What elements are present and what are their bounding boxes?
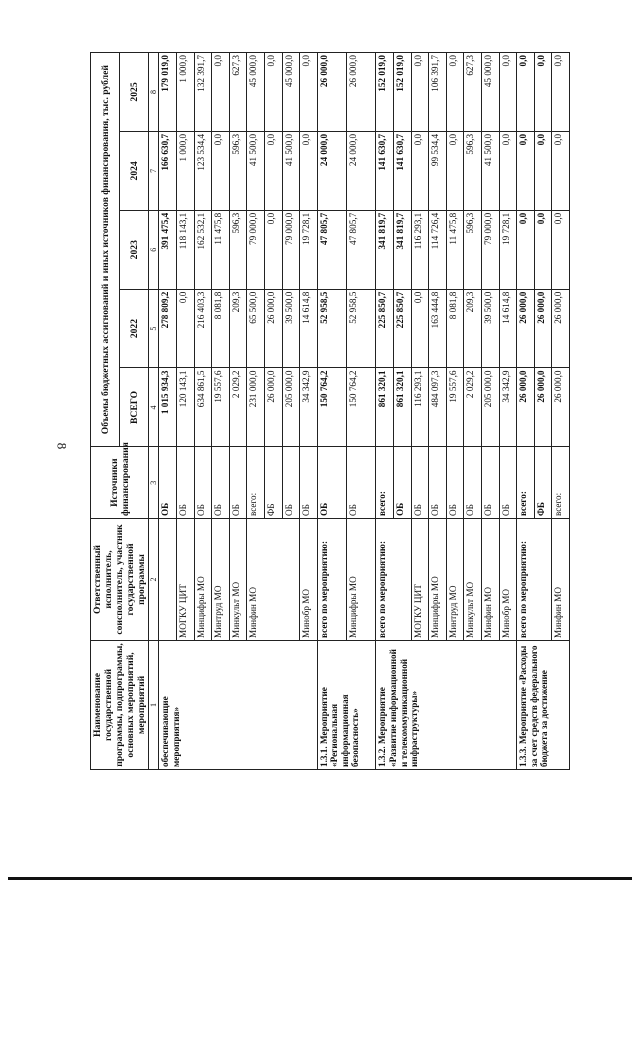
amount-cell: 596,3 bbox=[229, 131, 247, 210]
amount-cell: 150 764,2 bbox=[347, 368, 376, 447]
amount-cell: 205 000,0 bbox=[481, 368, 499, 447]
amount-cell: 0,0 bbox=[264, 131, 282, 210]
amount-cell: 152 019,0 bbox=[376, 53, 394, 132]
amount-cell: 116 293,1 bbox=[411, 368, 429, 447]
amount-cell: 150 764,2 bbox=[317, 368, 346, 447]
budget-table-wrapper bbox=[90, 52, 564, 770]
amount-cell: 166 630,7 bbox=[159, 131, 177, 210]
amount-cell: 19 557,6 bbox=[212, 368, 230, 447]
amount-cell: 0,0 bbox=[534, 131, 552, 210]
amount-cell: 278 809,2 bbox=[159, 289, 177, 368]
amount-cell: 0,0 bbox=[411, 131, 429, 210]
amount-cell: 0,0 bbox=[552, 131, 570, 210]
amount-cell: 0,0 bbox=[517, 131, 535, 210]
amount-cell: 39 500,0 bbox=[481, 289, 499, 368]
header-name: Наименование государственной программы, подпрограммы, основных мероприятий, мероприятий bbox=[91, 640, 149, 769]
amount-cell: 52 958,5 bbox=[347, 289, 376, 368]
executor-cell: Минкульт МО bbox=[464, 519, 482, 641]
amount-cell: 0,0 bbox=[411, 289, 429, 368]
source-cell: всего: bbox=[517, 447, 535, 519]
amount-cell: 45 000,0 bbox=[481, 53, 499, 132]
amount-cell: 0,0 bbox=[446, 131, 464, 210]
amount-cell: 179 019,0 bbox=[159, 53, 177, 132]
activity-name-cell: 1.3.2. Мероприятие «Развитие информационной и телекоммуникационной инфраструктуры» bbox=[376, 640, 517, 769]
amount-cell: 19 728,1 bbox=[499, 210, 517, 289]
amount-cell: 2 029,2 bbox=[464, 368, 482, 447]
amount-cell: 19 728,1 bbox=[300, 210, 318, 289]
amount-cell: 0,0 bbox=[499, 53, 517, 132]
executor-cell: Минтруд МО bbox=[212, 519, 230, 641]
activity-name-cell: обеспечивающие мероприятия» bbox=[159, 640, 317, 769]
col-num: 5 bbox=[149, 289, 159, 368]
activity-name-cell: 1.3.1. Мероприятие «Региональная информационная безопасность» bbox=[317, 640, 376, 769]
executor-cell: МОГКУ ЦИТ bbox=[176, 519, 194, 641]
amount-cell: 116 293,1 bbox=[411, 210, 429, 289]
amount-cell: 627,3 bbox=[229, 53, 247, 132]
amount-cell: 19 557,6 bbox=[446, 368, 464, 447]
amount-cell: 1 000,0 bbox=[176, 53, 194, 132]
amount-cell: 34 342,9 bbox=[499, 368, 517, 447]
amount-cell: 26 000,0 bbox=[517, 289, 535, 368]
source-cell: ФБ bbox=[264, 447, 282, 519]
amount-cell: 26 000,0 bbox=[552, 289, 570, 368]
executor-cell: Минцифры МО bbox=[194, 519, 212, 641]
col-num: 8 bbox=[149, 53, 159, 132]
amount-cell: 209,3 bbox=[464, 289, 482, 368]
amount-cell: 391 475,4 bbox=[159, 210, 177, 289]
table-body bbox=[159, 53, 570, 770]
header-year-2024: 2024 bbox=[120, 131, 149, 210]
executor-cell: Минфин МО bbox=[481, 519, 499, 641]
source-cell: ОБ bbox=[446, 447, 464, 519]
source-cell: ОБ bbox=[411, 447, 429, 519]
amount-cell: 627,3 bbox=[464, 53, 482, 132]
amount-cell: 79 000,0 bbox=[282, 210, 300, 289]
amount-cell: 0,0 bbox=[212, 53, 230, 132]
executor-cell: Минцифры МО bbox=[429, 519, 447, 641]
amount-cell: 861 320,1 bbox=[394, 368, 412, 447]
amount-cell: 0,0 bbox=[264, 210, 282, 289]
amount-cell: 0,0 bbox=[300, 131, 318, 210]
amount-cell: 0,0 bbox=[552, 210, 570, 289]
amount-cell: 0,0 bbox=[446, 53, 464, 132]
amount-cell: 106 391,7 bbox=[429, 53, 447, 132]
amount-cell: 596,3 bbox=[464, 131, 482, 210]
amount-cell: 341 819,7 bbox=[376, 210, 394, 289]
page-number: 8 bbox=[54, 442, 70, 450]
amount-cell: 231 000,0 bbox=[247, 368, 265, 447]
source-cell: ОБ bbox=[229, 447, 247, 519]
amount-cell: 52 958,5 bbox=[317, 289, 346, 368]
amount-cell: 0,0 bbox=[499, 131, 517, 210]
amount-cell: 41 500,0 bbox=[282, 131, 300, 210]
table-row bbox=[317, 53, 346, 770]
amount-cell: 0,0 bbox=[517, 210, 535, 289]
amount-cell: 209,3 bbox=[229, 289, 247, 368]
executor-cell: Минтруд МО bbox=[446, 519, 464, 641]
amount-cell: 26 000,0 bbox=[534, 289, 552, 368]
amount-cell: 11 475,8 bbox=[446, 210, 464, 289]
header-year-2023: 2023 bbox=[120, 210, 149, 289]
amount-cell: 8 081,8 bbox=[446, 289, 464, 368]
amount-cell: 26 000,0 bbox=[517, 368, 535, 447]
amount-cell: 132 391,7 bbox=[194, 53, 212, 132]
source-cell: ОБ bbox=[300, 447, 318, 519]
amount-cell: 162 532,1 bbox=[194, 210, 212, 289]
amount-cell: 24 000,0 bbox=[317, 131, 346, 210]
amount-cell: 39 500,0 bbox=[282, 289, 300, 368]
amount-cell: 205 000,0 bbox=[282, 368, 300, 447]
amount-cell: 79 000,0 bbox=[247, 210, 265, 289]
amount-cell: 596,3 bbox=[464, 210, 482, 289]
amount-cell: 8 081,8 bbox=[212, 289, 230, 368]
amount-cell: 34 342,9 bbox=[300, 368, 318, 447]
amount-cell: 41 500,0 bbox=[247, 131, 265, 210]
col-num: 4 bbox=[149, 368, 159, 447]
header-executor: Ответственный исполнитель, соисполнитель, участник государственной программы bbox=[91, 519, 149, 641]
source-cell: ОБ bbox=[194, 447, 212, 519]
amount-cell: 65 500,0 bbox=[247, 289, 265, 368]
amount-cell: 0,0 bbox=[212, 131, 230, 210]
amount-cell: 152 019,0 bbox=[394, 53, 412, 132]
amount-cell: 47 805,7 bbox=[317, 210, 346, 289]
activity-name-cell: 1.3.3. Мероприятие «Расходы за счет средств федерального бюджета за достижение bbox=[517, 640, 570, 769]
amount-cell: 123 534,4 bbox=[194, 131, 212, 210]
amount-cell: 118 143,1 bbox=[176, 210, 194, 289]
amount-cell: 41 500,0 bbox=[481, 131, 499, 210]
source-cell: ОБ bbox=[499, 447, 517, 519]
amount-cell: 14 614,8 bbox=[300, 289, 318, 368]
amount-cell: 0,0 bbox=[176, 289, 194, 368]
executor-cell: всего по мероприятию: bbox=[376, 519, 411, 641]
source-cell: ОБ bbox=[176, 447, 194, 519]
executor-cell: Минцифры МО bbox=[347, 519, 376, 641]
header-year-2022: 2022 bbox=[120, 289, 149, 368]
table-row bbox=[376, 53, 394, 770]
amount-cell: 114 726,4 bbox=[429, 210, 447, 289]
amount-cell: 1 000,0 bbox=[176, 131, 194, 210]
amount-cell: 0,0 bbox=[300, 53, 318, 132]
source-cell: ФБ bbox=[534, 447, 552, 519]
amount-cell: 216 403,3 bbox=[194, 289, 212, 368]
source-cell: всего: bbox=[376, 447, 394, 519]
executor-cell: МОГКУ ЦИТ bbox=[411, 519, 429, 641]
amount-cell: 11 475,8 bbox=[212, 210, 230, 289]
amount-cell: 861 320,1 bbox=[376, 368, 394, 447]
source-cell: ОБ bbox=[481, 447, 499, 519]
source-cell: ОБ bbox=[429, 447, 447, 519]
source-cell: ОБ bbox=[159, 447, 177, 519]
col-num: 3 bbox=[149, 447, 159, 519]
col-num: 7 bbox=[149, 131, 159, 210]
amount-cell: 45 000,0 bbox=[247, 53, 265, 132]
column-number-row bbox=[149, 53, 159, 770]
amount-cell: 0,0 bbox=[552, 53, 570, 132]
amount-cell: 45 000,0 bbox=[282, 53, 300, 132]
source-cell: ОБ bbox=[212, 447, 230, 519]
executor-cell bbox=[159, 519, 177, 641]
amount-cell: 634 861,5 bbox=[194, 368, 212, 447]
header-source: Источники финансирования bbox=[91, 447, 149, 519]
amount-cell: 47 805,7 bbox=[347, 210, 376, 289]
amount-cell: 0,0 bbox=[411, 53, 429, 132]
col-num: 6 bbox=[149, 210, 159, 289]
executor-cell: Минобр МО bbox=[499, 519, 517, 641]
amount-cell: 26 000,0 bbox=[317, 53, 346, 132]
amount-cell: 596,3 bbox=[229, 210, 247, 289]
amount-cell: 26 000,0 bbox=[552, 368, 570, 447]
executor-cell: Минфин МО bbox=[552, 519, 570, 641]
source-cell: всего: bbox=[552, 447, 570, 519]
table-row bbox=[517, 53, 535, 770]
executor-cell: Минобр МО bbox=[300, 519, 318, 641]
table-row bbox=[159, 53, 177, 770]
source-cell: ОБ bbox=[282, 447, 300, 519]
executor-cell: всего по мероприятию: bbox=[317, 519, 346, 641]
amount-cell: 14 614,8 bbox=[499, 289, 517, 368]
amount-cell: 0,0 bbox=[534, 210, 552, 289]
amount-cell: 26 000,0 bbox=[264, 368, 282, 447]
amount-cell: 26 000,0 bbox=[534, 368, 552, 447]
amount-cell: 225 850,7 bbox=[376, 289, 394, 368]
col-num: 1 bbox=[149, 640, 159, 769]
amount-cell: 141 630,7 bbox=[394, 131, 412, 210]
amount-cell: 163 444,8 bbox=[429, 289, 447, 368]
source-cell: всего: bbox=[247, 447, 265, 519]
header-year-2025: 2025 bbox=[120, 53, 149, 132]
amount-cell: 2 029,2 bbox=[229, 368, 247, 447]
amount-cell: 0,0 bbox=[534, 53, 552, 132]
amount-cell: 26 000,0 bbox=[347, 53, 376, 132]
col-num: 2 bbox=[149, 519, 159, 641]
page-divider bbox=[8, 877, 632, 880]
header-funding-group: Объемы бюджетных ассигнований и иных источников финансирования, тыс. рублей bbox=[91, 53, 120, 447]
header-total: ВСЕГО bbox=[120, 368, 149, 447]
executor-cell: всего по мероприятию: bbox=[517, 519, 552, 641]
amount-cell: 99 534,4 bbox=[429, 131, 447, 210]
amount-cell: 120 143,1 bbox=[176, 368, 194, 447]
amount-cell: 141 630,7 bbox=[376, 131, 394, 210]
budget-table bbox=[90, 52, 570, 770]
amount-cell: 484 097,3 bbox=[429, 368, 447, 447]
amount-cell: 24 000,0 bbox=[347, 131, 376, 210]
amount-cell: 0,0 bbox=[517, 53, 535, 132]
source-cell: ОБ bbox=[394, 447, 412, 519]
executor-cell: Минкульт МО bbox=[229, 519, 247, 641]
amount-cell: 0,0 bbox=[264, 53, 282, 132]
source-cell: ОБ bbox=[464, 447, 482, 519]
executor-cell: Минфин МО bbox=[247, 519, 300, 641]
amount-cell: 341 819,7 bbox=[394, 210, 412, 289]
source-cell: ОБ bbox=[317, 447, 346, 519]
amount-cell: 79 000,0 bbox=[481, 210, 499, 289]
amount-cell: 1 015 934,3 bbox=[159, 368, 177, 447]
amount-cell: 26 000,0 bbox=[264, 289, 282, 368]
source-cell: ОБ bbox=[347, 447, 376, 519]
amount-cell: 225 850,7 bbox=[394, 289, 412, 368]
